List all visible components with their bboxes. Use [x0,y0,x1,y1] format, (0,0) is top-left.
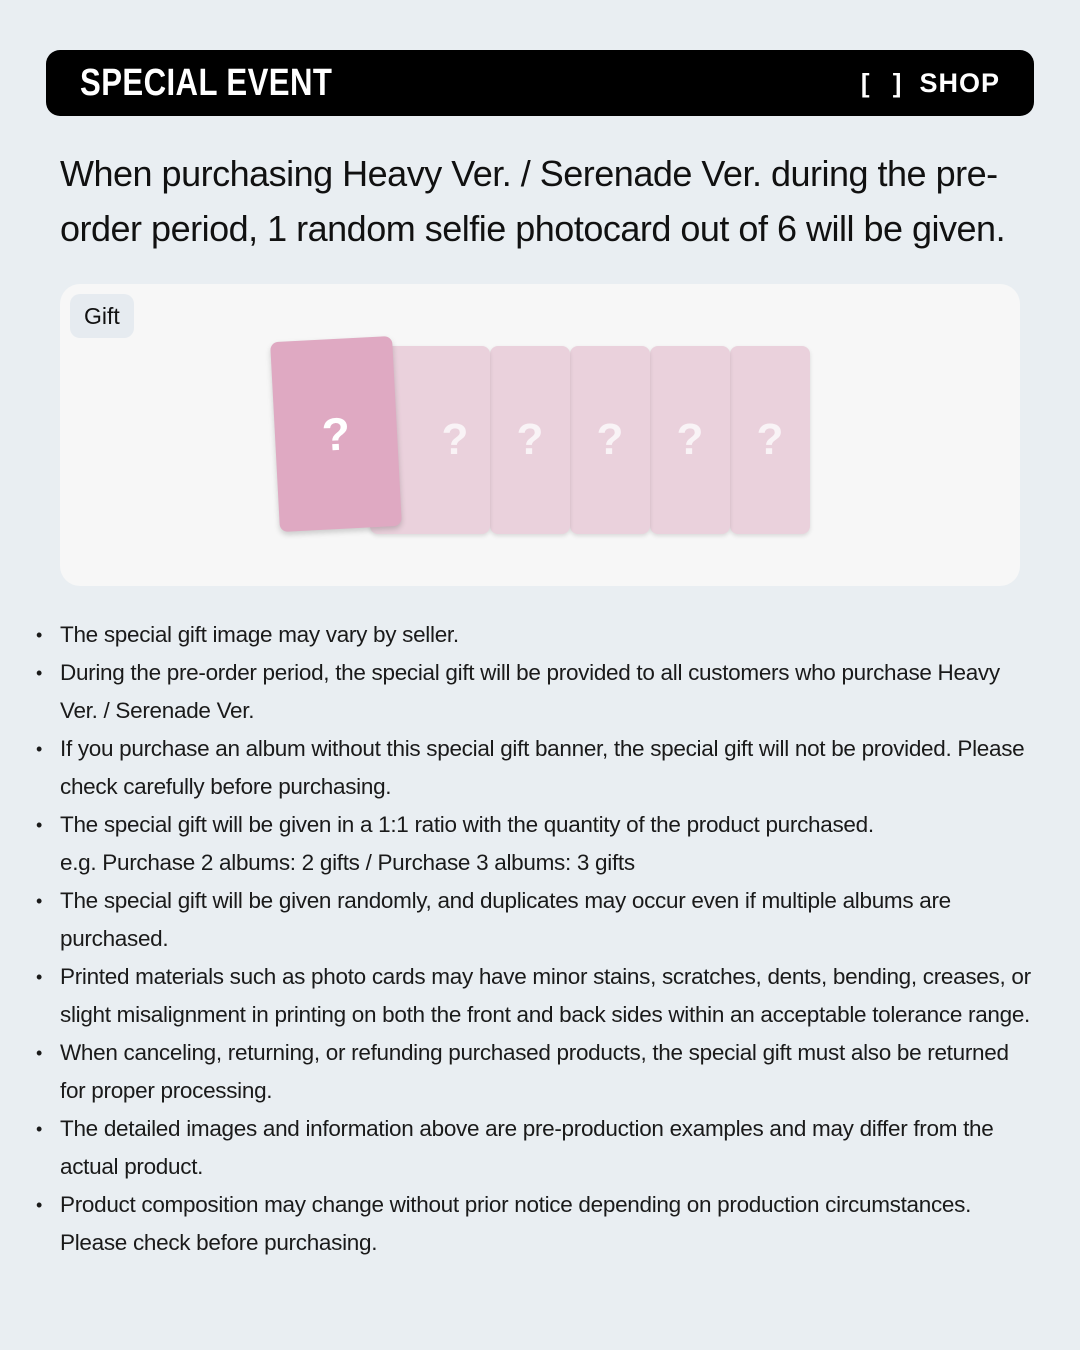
shop-logo [861,68,1000,99]
question-mark-icon: ? [516,415,544,464]
event-headline: When purchasing Heavy Ver. / Serenade Ver. during the pre-order period, 1 random selfie photocard out of 6 will be given. [60,153,1006,249]
gift-tag: Gift [70,294,134,338]
notice-text: Product composition may change without prior notice depending on production circumstances. [60,1192,972,1217]
photocard-back-5 [650,346,730,534]
photocard-back-6 [730,346,810,534]
notice-item: • During the pre-order period, the special gift will be provided to all customers who purchase Heavy Ver. / Serenade Ver. [36,654,1036,730]
notice-item: • The special gift will be given randomly, and duplicates may occur even if multiple albums are purchased. [36,882,1036,958]
notice-list [36,616,1036,1262]
event-title: SPECIAL EVENT [80,61,333,104]
notice-item: • When canceling, returning, or refunding purchased products, the special gift must also be returned for proper processing. [36,1034,1036,1110]
shop-bracket-icon: [ ] [860,67,910,98]
notice-text-2: Please check before purchasing. [60,1230,378,1255]
question-mark-icon: ? [441,415,469,464]
notice-text: The special gift will be given in a 1:1 ratio with the quantity of the product purchased. [60,812,874,837]
notice-item [36,1186,1036,1262]
photocard-back-4 [570,346,650,534]
question-mark-icon: ? [676,415,704,464]
notice-example: e.g. Purchase 2 albums: 2 gifts / Purchase 3 albums: 3 gifts [60,850,635,875]
event-header-bar [46,50,1034,116]
notice-item: • The detailed images and information above are pre-production examples and may differ from the actual product. [36,1110,1036,1186]
notice-item: • Printed materials such as photo cards may have minor stains, scratches, dents, bending, creases, or slight misalignment in printing on both the front and back sides within an acceptable tolerance range. [36,958,1036,1034]
question-mark-icon: ? [320,407,352,461]
notice-item [36,806,1036,882]
gift-panel [60,284,1020,586]
question-mark-icon: ? [596,415,624,464]
notice-item: • If you purchase an album without this special gift banner, the special gift will not be provided. Please check carefully before purchasing. [36,730,1036,806]
notice-item: • The special gift image may vary by seller. [36,616,1036,654]
photocard-front [270,336,402,532]
question-mark-icon: ? [756,415,784,464]
photocard-back-3 [490,346,570,534]
shop-label: SHOP [919,67,1000,98]
